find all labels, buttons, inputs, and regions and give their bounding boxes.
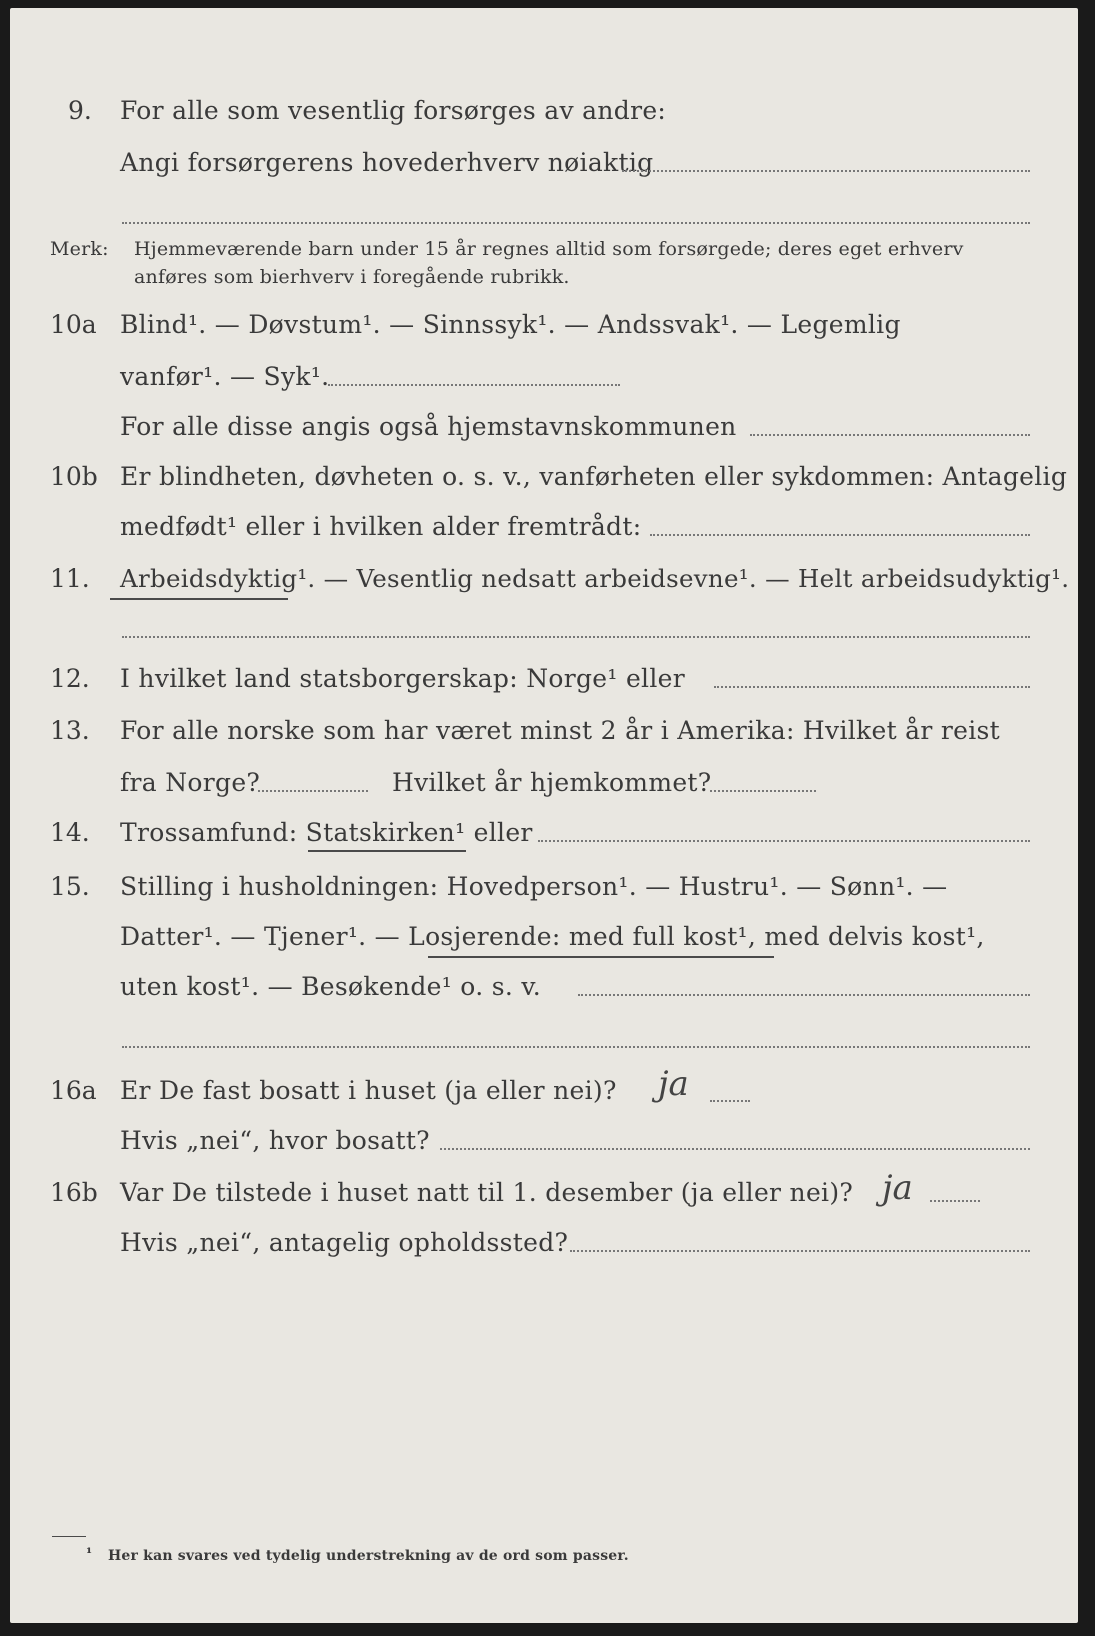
q16b-handwritten-answer: ja <box>882 1168 913 1208</box>
q16b-number: 16b <box>50 1178 98 1207</box>
q15-underline-losjerende <box>428 956 774 958</box>
q14-number: 14. <box>50 818 90 847</box>
q16b-location-line[interactable] <box>570 1250 1030 1252</box>
footnote-mark: ¹ <box>86 1546 93 1562</box>
q11-number: 11. <box>50 564 90 593</box>
footnote-text: Her kan svares ved tydelig understrekning av de ord som passer. <box>108 1548 629 1564</box>
merk-label: Merk: <box>50 238 109 260</box>
q16b-answer-line[interactable] <box>930 1200 980 1202</box>
q11-answer-line[interactable] <box>122 636 1030 638</box>
q13-return-line[interactable] <box>710 790 816 792</box>
merk-line2: anføres som bierhverv i foregående rubrikk. <box>134 266 570 288</box>
q14-line1: Trossamfund: Statskirken¹ eller <box>120 818 533 847</box>
census-form-page <box>10 8 1078 1623</box>
q10a-line2: vanfør¹. — Syk¹. <box>120 362 330 391</box>
q10b-line2: medfødt¹ eller i hvilken alder fremtrådt: <box>120 512 642 541</box>
q13-number: 13. <box>50 716 90 745</box>
q16a-line2: Hvis „nei“, hvor bosatt? <box>120 1126 430 1155</box>
q15-number: 15. <box>50 872 90 901</box>
q13-line1: For alle norske som har været minst 2 år i Amerika: Hvilket år reist <box>120 716 1001 745</box>
q15-answer-line[interactable] <box>578 994 1030 996</box>
q12-answer-line[interactable] <box>714 686 1030 688</box>
q10b-number: 10b <box>50 462 98 491</box>
q9-answer-line-2[interactable] <box>122 222 1030 224</box>
q16b-line2: Hvis „nei“, antagelig opholdssted? <box>120 1228 569 1257</box>
q10a-line3: For alle disse angis også hjemstavnskommunen <box>120 412 737 441</box>
q16a-line1: Er De fast bosatt i huset (ja eller nei)? <box>120 1076 617 1105</box>
q12-line1: I hvilket land statsborgerskap: Norge¹ eller <box>120 664 685 693</box>
q9-line2: Angi forsørgerens hovederhverv nøiaktig <box>120 148 654 177</box>
q16a-number: 16a <box>50 1076 97 1105</box>
q15-line1: Stilling i husholdningen: Hovedperson¹. — Hustru¹. — Sønn¹. — <box>120 872 948 901</box>
q15-line2: Datter¹. — Tjener¹. — Losjerende: med full kost¹, med delvis kost¹, <box>120 922 985 951</box>
q10b-answer-line[interactable] <box>650 534 1030 536</box>
q15-answer-line-2[interactable] <box>122 1046 1030 1048</box>
q11-line1: Arbeidsdyktig¹. — Vesentlig nedsatt arbeidsevne¹. — Helt arbeidsudyktig¹. <box>120 564 1070 593</box>
q10a-number: 10a <box>50 310 97 339</box>
footnote-rule <box>52 1536 86 1537</box>
q16b-line1: Var De tilstede i huset natt til 1. desember (ja eller nei)? <box>120 1178 854 1207</box>
q16a-answer-line[interactable] <box>710 1100 750 1102</box>
q9-line1: For alle som vesentlig forsørges av andre: <box>120 96 667 125</box>
q13-line2a: fra Norge? <box>120 768 261 797</box>
q11-underline-arbeidsdyktig <box>110 598 288 600</box>
q14-underline-statskirken <box>308 850 466 852</box>
q12-number: 12. <box>50 664 90 693</box>
q9-answer-line[interactable] <box>622 170 1030 172</box>
q13-line2b: Hvilket år hjemkommet? <box>392 768 712 797</box>
q16a-handwritten-answer: ja <box>658 1064 689 1104</box>
merk-line1: Hjemmeværende barn under 15 år regnes alltid som forsørgede; deres eget erhverv <box>134 238 964 260</box>
q10a-answer-line[interactable] <box>328 384 620 386</box>
q9-number: 9. <box>68 96 92 125</box>
q10a-line1: Blind¹. — Døvstum¹. — Sinnssyk¹. — Andssvak¹. — Legemlig <box>120 310 901 339</box>
q10a-municipality-line[interactable] <box>750 434 1030 436</box>
q10b-line1: Er blindheten, døvheten o. s. v., vanførheten eller sykdommen: Antagelig <box>120 462 1068 491</box>
q15-line3: uten kost¹. — Besøkende¹ o. s. v. <box>120 972 542 1001</box>
q14-answer-line[interactable] <box>538 840 1030 842</box>
q16a-residence-line[interactable] <box>440 1148 1030 1150</box>
q13-departure-line[interactable] <box>258 790 368 792</box>
